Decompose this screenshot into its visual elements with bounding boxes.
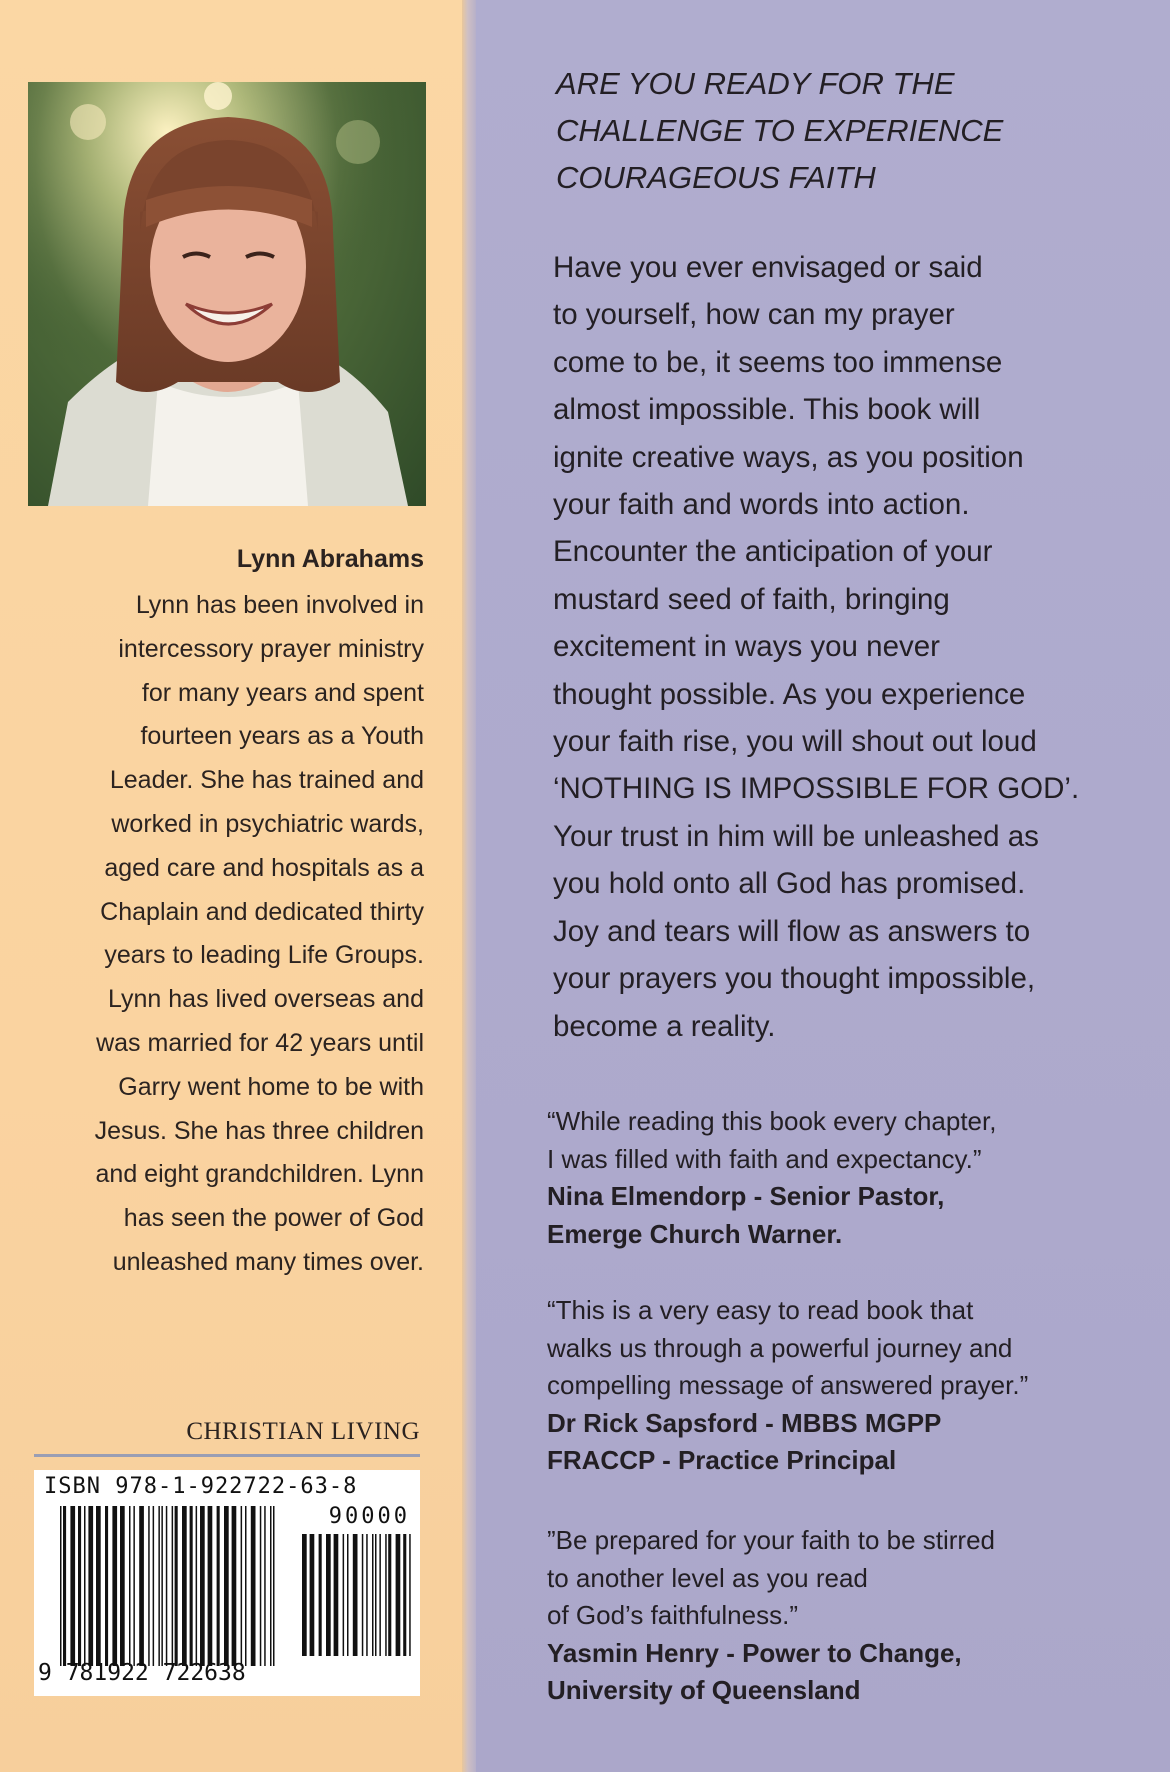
barcode-bar [148,1506,150,1666]
barcode-bar [343,1534,345,1656]
isbn-number: ISBN 978-1-922722-63-8 [44,1474,358,1499]
bio-line: was married for 42 years until [96,1028,424,1057]
barcode-bar [217,1506,220,1666]
category-divider [34,1454,420,1457]
barcode-bar [84,1506,86,1666]
category-label: CHRISTIAN LIVING [186,1418,420,1445]
barcode-bar [208,1506,213,1666]
quote-attribution: Emerge Church Warner. [547,1218,843,1249]
quote-line: compelling message of answered prayer.” [547,1370,1029,1400]
barcode-bar [200,1506,205,1666]
barcode-bar [96,1506,101,1666]
author-photo [28,82,426,506]
blurb-line: mustard seed of faith, bringing [553,582,950,616]
quote-attribution: Nina Elmendorp - Senior Pastor, [547,1181,945,1211]
barcode-bar [105,1506,108,1666]
barcode-bar [172,1506,174,1666]
blurb-line: ‘NOTHING IS IMPOSSIBLE FOR GOD’. [553,772,1080,806]
barcode-bar [175,1506,178,1666]
quote-line: walks us through a powerful journey and [547,1332,1013,1363]
barcode-bar [70,1506,75,1666]
barcode-bar [372,1534,374,1656]
barcode-bar [224,1506,229,1666]
blurb-line: Have you ever envisaged or said [553,251,983,284]
book-spine-edge [462,0,476,1772]
bio-line: years to leading Life Groups. [104,941,424,970]
barcode-bar [251,1506,256,1666]
barcode-bar [245,1506,247,1666]
barcode-bar [385,1534,387,1656]
barcode-bar [375,1534,377,1656]
barcode-bar [396,1534,401,1656]
barcode-bar [270,1506,272,1666]
barcode-bar [196,1506,198,1666]
blurb-line: you hold onto all God has promised. [553,867,1026,901]
bio-line: worked in psychiatric wards, [111,809,424,838]
blurb-line: come to be, it seems too immense [553,345,1003,379]
book-blurb [553,244,1153,1050]
quote-line: “This is a very easy to read book that [547,1295,974,1325]
bio-line: for many years and spent [141,678,424,707]
blurb-line: to yourself, how can my prayer [553,298,955,332]
bio-line: aged care and hospitals as a [104,853,424,882]
barcode-bar [366,1534,368,1656]
headline-line: ARE YOU READY FOR THE [556,66,955,101]
barcode-bar [120,1506,125,1666]
price-code: 90000 [328,1504,410,1529]
blurb-line: Joy and tears will flow as answers to [553,914,1031,948]
blurb-line: thought possible. As you experience [553,677,1026,711]
barcode-digits: 9 781922 722638 [38,1660,246,1686]
barcode-bar [273,1506,275,1666]
endorsement-quote [547,1292,1147,1480]
barcode-bar [166,1506,168,1666]
barcode-bar [88,1506,93,1666]
barcode-bar [326,1534,331,1656]
barcode-bar [379,1534,381,1656]
author-portrait-illustration [28,82,426,506]
author-bio [30,584,424,1285]
barcode-bar [60,1506,62,1666]
barcode-bar [232,1506,237,1666]
bio-line: and eight grandchildren. Lynn [95,1160,424,1189]
barcode-bar [334,1534,339,1656]
bio-line: Garry went home to be with [118,1072,424,1101]
quote-attribution: FRACCP - Practice Principal [547,1445,897,1475]
bio-line: Lynn has lived overseas and [108,985,424,1014]
endorsement-quote [547,1522,1147,1710]
headline-line: CHALLENGE TO EXPERIENCE [556,113,1004,148]
blurb-line: ignite creative ways, as you position [553,440,1024,474]
barcode-bar [182,1506,187,1666]
bio-line: Jesus. She has three children [94,1116,424,1145]
barcode-bar [129,1506,131,1666]
barcode-bar [133,1506,135,1666]
barcode-bar [409,1534,411,1656]
barcode-bar [153,1506,155,1666]
blurb-line: your faith rise, you will shout out loud [553,725,1037,759]
barcode-bar [264,1506,266,1666]
bio-line: Leader. She has trained and [109,766,424,795]
barcode-bar [347,1534,349,1656]
barcode-bar [403,1534,406,1656]
bio-line: intercessory prayer ministry [118,634,424,663]
author-name: Lynn Abrahams [236,545,424,573]
barcode-bar [241,1506,243,1666]
barcode-bar [158,1506,160,1666]
barcode-bar [353,1534,358,1656]
barcode-bar [310,1534,315,1656]
quote-line: of God’s faithfulness.” [547,1600,798,1630]
blurb-line: become a reality. [553,1009,776,1043]
quote-attribution: University of Queensland [547,1675,861,1705]
blurb-line: your faith and words into action. [553,488,970,522]
quote-line: to another level as you read [547,1562,868,1593]
quote-line: I was filled with faith and expectancy.” [547,1143,982,1174]
barcode-bar [63,1506,66,1666]
endorsement-quote [547,1103,1147,1253]
bio-line: fourteen years as a Youth [140,722,424,751]
bio-line: Lynn has been involved in [135,591,424,619]
quote-line: “While reading this book every chapter, [547,1106,997,1136]
barcode-bar [319,1534,322,1656]
barcode-panel [34,1470,420,1696]
barcode-bar [112,1506,117,1666]
barcode-bar [161,1506,163,1666]
barcode-bar [139,1506,144,1666]
blurb-line: almost impossible. This book will [553,393,981,427]
barcode-bar [190,1506,193,1666]
barcode-bar [302,1534,307,1656]
bio-line: has seen the power of God [123,1204,424,1233]
barcode-bar [388,1534,391,1656]
barcode-bar [260,1506,262,1666]
quote-attribution: Dr Rick Sapsford - MBBS MGPP [547,1407,942,1438]
headline [556,60,1116,201]
barcode-bar [362,1534,364,1656]
blurb-line: Your trust in him will be unleashed as [553,819,1039,853]
quote-line: ”Be prepared for your faith to be stirred [547,1525,996,1555]
blurb-line: your prayers you thought impossible, [553,962,1036,996]
bio-line: Chaplain and dedicated thirty [100,897,424,926]
blurb-line: Encounter the anticipation of your [553,535,993,569]
bio-line: unleashed many times over. [112,1247,424,1276]
headline-line: COURAGEOUS FAITH [556,160,876,195]
barcode-bar [78,1506,81,1666]
quote-attribution: Yasmin Henry - Power to Change, [547,1637,962,1668]
blurb-line: excitement in ways you never [553,630,940,664]
